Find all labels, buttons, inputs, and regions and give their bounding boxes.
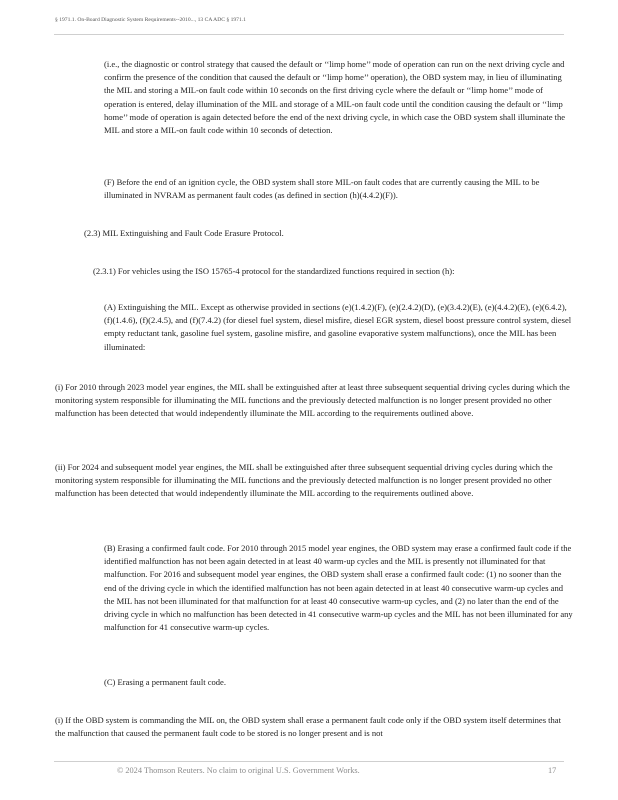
paragraph-c-erasing-permanent-code: (C) Erasing a permanent fault code. [104, 677, 226, 687]
paragraph-b-erasing-confirmed-code: (B) Erasing a confirmed fault code. For 2010 through 2015 model year engines, the OBD system may erase a confirmed fault code if the identified malfunction has not been again detected in at least 40 warm-up cycles and the MIL is presently not illuminated for that malfunction. For 2016 and subsequent model year engines, the OBD system shall erase a confirmed fault code: (1) no sooner than the end of the driving cycle in which the identified malfunction has not been again detected in at least 40 consecutive warm-up cycles and the MIL has not been illuminated for that malfunction for at least 40 consecutive warm-up cycles, and (2) no later than the end of the driving cycle in which no malfunction has been detected in 41 consecutive warm-up cycles and the MIL has not been illuminated for any malfunction for 41 consecutive warm-up cycles. [104, 543, 573, 633]
paragraph-a-extinguishing-mil: (A) Extinguishing the MIL. Except as otherwise provided in sections (e)(1.4.2)(F), (e)(2.4.2)(D), (e)(3.4.2)(E), (e)(4.4.2)(E), (e)(6.4.2), (f)(1.4.6), (f)(2.4.5), and (f)(7.4.2) (for diesel fuel system, diesel misfire, diesel EGR system, diesel boost pressure control system, diesel empty reductant tank, gasoline fuel system, gasoline misfire, and gasoline evaporative system malfunctions), once the MIL has been illuminated: [104, 302, 572, 352]
running-header: § 1971.1. On-Board Diagnostic System Requirements--2010..., 13 CA ADC § 1971.1 [55, 17, 246, 23]
paragraph-2-3-1: (2.3.1) For vehicles using the ISO 15765-4 protocol for the standardized functions required in section (h): [93, 266, 455, 276]
paragraph-i-2010-2023: (i) For 2010 through 2023 model year engines, the MIL shall be extinguished after at least three subsequent sequential driving cycles during which the monitoring system responsible for illuminating the MIL functions and the previously detected malfunction is no longer present provided no other malfunction has been detected that would independently illuminate the MIL according to the requirements outlined above. [55, 382, 570, 419]
header-divider [54, 34, 564, 35]
paragraph-f-permanent-codes: (F) Before the end of an ignition cycle, the OBD system shall store MIL-on fault codes that are currently causing the MIL to be illuminated in NVRAM as permanent fault codes (as defined in section (h)(4.4.2)(F)). [104, 177, 540, 201]
footer-copyright: © 2024 Thomson Reuters. No claim to original U.S. Government Works. [117, 766, 360, 775]
paragraph-i-mil-commanded-on: (i) If the OBD system is commanding the MIL on, the OBD system shall erase a permanent fault code only if the OBD system itself determines that the malfunction that caused the permanent fault code to be stored is no longer present and is not [55, 715, 561, 739]
footer-divider [54, 761, 564, 762]
page-number: 17 [548, 766, 557, 775]
paragraph-limp-home-continuation: (i.e., the diagnostic or control strategy that caused the default or ‘‘limp home’’ mode of operation can run on the next driving cycle and confirm the presence of the condition that caused the default or ‘‘limp home’’ operation), the OBD system may, in lieu of illuminating the MIL and storing a MIL-on fault code within 10 seconds on the first driving cycle where the default or ‘‘limp home’’ mode of operation is entered, delay illumination of the MIL and storage of a MIL-on fault code until the condition causing the default or ‘‘limp home’’ mode of operation is again detected before the end of the next driving cycle, in which case the OBD system shall illuminate the MIL and store a MIL-on fault code within 10 seconds of detection. [104, 59, 566, 136]
paragraph-ii-2024-subsequent: (ii) For 2024 and subsequent model year engines, the MIL shall be extinguished after three subsequent sequential driving cycles during which the monitoring system responsible for illuminating the MIL functions and the previously detected malfunction is no longer present provided no other malfunction has been detected that would independently illuminate the MIL according to the requirements outlined above. [55, 462, 553, 499]
section-heading-2-3: (2.3) MIL Extinguishing and Fault Code Erasure Protocol. [84, 228, 284, 238]
